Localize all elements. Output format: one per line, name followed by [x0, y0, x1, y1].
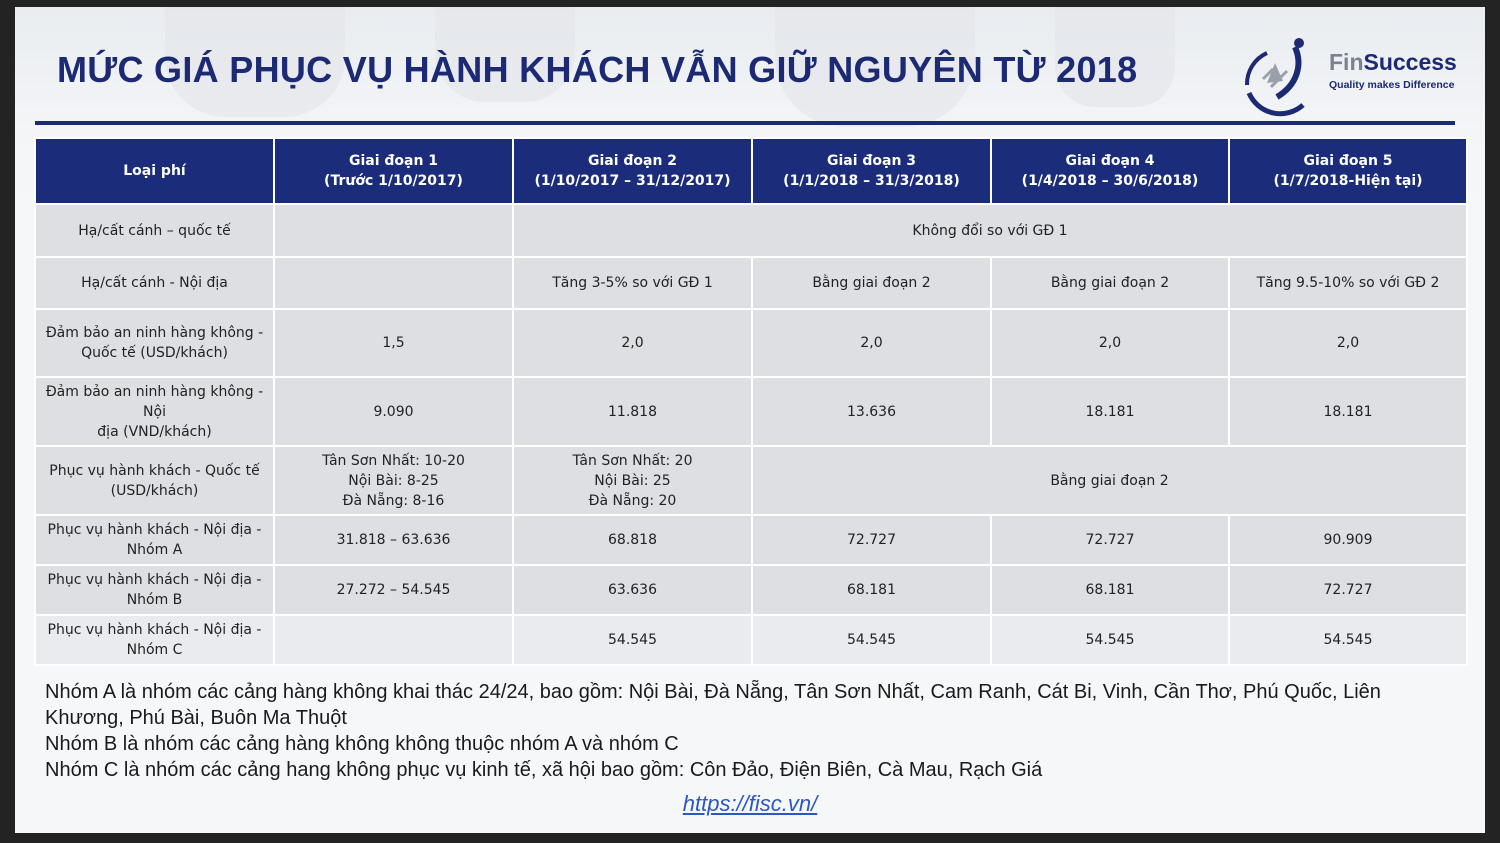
row-label	[35, 615, 274, 665]
cell-phase-4: 72.727	[991, 515, 1229, 565]
finsuccess-logo	[1237, 35, 1457, 121]
row-label: Hạ/cất cánh - Nội địa	[35, 257, 274, 309]
row-label	[35, 309, 274, 377]
table-header-row	[35, 138, 1467, 204]
header-period: (1/7/2018-Hiện tại)	[1273, 173, 1423, 189]
row-label-line: Phục vụ hành khách - Nội địa -	[47, 622, 262, 638]
table-row	[35, 377, 1467, 446]
row-label-line: Phục vụ hành khách - Nội địa -	[47, 522, 262, 538]
row-label-line: Quốc tế (USD/khách)	[81, 345, 228, 361]
row-label-line: Phục vụ hành khách - Quốc tế	[49, 462, 260, 479]
cell-phase-1	[274, 204, 513, 257]
cell-phase-2: 63.636	[513, 565, 752, 615]
header-label: Giai đoạn 4	[1065, 153, 1155, 169]
row-label	[35, 565, 274, 615]
row-label-line: Nhóm C	[126, 642, 183, 658]
notes	[45, 679, 1465, 783]
header-phase-5	[1229, 138, 1467, 204]
cell-line: Đà Nẵng: 8-16	[342, 492, 445, 509]
cell-phase-4: 2,0	[991, 309, 1229, 377]
table-row	[35, 257, 1467, 309]
row-label-line: Đảm bảo an ninh hàng không - Nội	[45, 383, 264, 420]
header-fee-type	[35, 138, 274, 204]
cell-line: Đà Nẵng: 20	[588, 492, 677, 509]
finsuccess-emblem-icon	[1237, 35, 1323, 121]
cell-phase-3: 13.636	[752, 377, 991, 446]
header-period: (Trước 1/10/2017)	[324, 173, 463, 189]
cell-phase-2: 11.818	[513, 377, 752, 446]
cell-phase-4: 18.181	[991, 377, 1229, 446]
cell-phase-2: 68.818	[513, 515, 752, 565]
cell-phase-4: Bằng giai đoạn 2	[991, 257, 1229, 309]
table-row	[35, 565, 1467, 615]
cell-phase-3: 68.181	[752, 565, 991, 615]
note-group-a: Nhóm A là nhóm các cảng hàng không khai thác 24/24, bao gồm: Nội Bài, Đà Nẵng, Tân Sơn Nhất, Cam Ranh, Cát Bi, Vinh, Cần Thơ, Phú Quốc, Liên Khương, Phú Bài, Buôn Ma Thuột	[45, 681, 1381, 729]
cell-merged: Không đổi so với GĐ 1	[513, 204, 1467, 257]
cell-phase-5: 72.727	[1229, 565, 1467, 615]
table-row	[35, 515, 1467, 565]
row-label	[35, 377, 274, 446]
cell-phase-2: 2,0	[513, 309, 752, 377]
note-group-c: Nhóm C là nhóm các cảng hang không phục vụ kinh tế, xã hội bao gồm: Côn Đảo, Điện Biên, Cà Mau, Rạch Giá	[45, 759, 1043, 781]
cell-phase-3: 2,0	[752, 309, 991, 377]
cell-phase-2: 54.545	[513, 615, 752, 665]
cell-phase-1	[274, 257, 513, 309]
row-label-line: địa (VND/khách)	[97, 423, 212, 440]
cell-phase-1: 1,5	[274, 309, 513, 377]
header-label: Loại phí	[123, 163, 186, 179]
table-row	[35, 446, 1467, 515]
website-link[interactable]: https://fisc.vn/	[682, 791, 818, 816]
row-label: Hạ/cất cánh – quốc tế	[35, 204, 274, 257]
cell-phase-5: 54.545	[1229, 615, 1467, 665]
row-label	[35, 515, 274, 565]
cell-phase-1: 31.818 – 63.636	[274, 515, 513, 565]
cell-line: Nội Bài: 25	[594, 472, 671, 489]
cell-phase-2	[513, 446, 752, 515]
cell-phase-3: 72.727	[752, 515, 991, 565]
cell-merged: Bằng giai đoạn 2	[752, 446, 1467, 515]
cell-phase-3: Bằng giai đoạn 2	[752, 257, 991, 309]
cell-phase-1	[274, 446, 513, 515]
cell-phase-5: 2,0	[1229, 309, 1467, 377]
table-row	[35, 615, 1467, 665]
header-period: (1/4/2018 – 30/6/2018)	[1021, 173, 1199, 189]
cell-line: Nội Bài: 8-25	[348, 472, 439, 489]
row-label	[35, 446, 274, 515]
row-label-line: (USD/khách)	[110, 482, 199, 499]
cell-phase-1: 9.090	[274, 377, 513, 446]
brand-success: Success	[1363, 49, 1457, 75]
header-label: Giai đoạn 3	[826, 153, 917, 169]
header-period: (1/1/2018 – 31/3/2018)	[783, 173, 960, 189]
cell-phase-1: 27.272 – 54.545	[274, 565, 513, 615]
header-label: Giai đoạn 1	[348, 153, 439, 169]
slide	[15, 7, 1485, 833]
cell-phase-4: 54.545	[991, 615, 1229, 665]
row-label-line: Phục vụ hành khách - Nội địa -	[47, 572, 262, 588]
cell-phase-5: 18.181	[1229, 377, 1467, 446]
fee-table	[34, 137, 1468, 666]
cell-line: Tân Sơn Nhất: 20	[572, 452, 693, 469]
table-row	[35, 204, 1467, 257]
note-group-b: Nhóm B là nhóm các cảng hàng không không thuộc nhóm A và nhóm C	[45, 733, 679, 755]
cell-phase-3: 54.545	[752, 615, 991, 665]
row-label-line: Nhóm B	[126, 592, 183, 608]
header-phase-1	[274, 138, 513, 204]
header-label: Giai đoạn 5	[1303, 153, 1393, 169]
header-label: Giai đoạn 2	[587, 153, 678, 169]
brand-name	[1329, 49, 1457, 76]
table-row	[35, 309, 1467, 377]
cell-line: Tân Sơn Nhất: 10-20	[322, 452, 465, 469]
header-phase-2	[513, 138, 752, 204]
cell-phase-2: Tăng 3-5% so với GĐ 1	[513, 257, 752, 309]
header-phase-3	[752, 138, 991, 204]
brand-tagline: Quality makes Difference	[1329, 79, 1455, 91]
cell-phase-4: 68.181	[991, 565, 1229, 615]
cell-phase-5: 90.909	[1229, 515, 1467, 565]
title-divider	[35, 121, 1455, 125]
row-label-line: Nhóm A	[126, 542, 183, 558]
header-period: (1/10/2017 – 31/12/2017)	[534, 173, 731, 189]
brand-fin: Fin	[1329, 49, 1364, 75]
header-phase-4	[991, 138, 1229, 204]
page-title: MỨC GIÁ PHỤC VỤ HÀNH KHÁCH VẪN GIỮ NGUYÊN TỪ 2018	[57, 49, 1138, 90]
row-label-line: Đảm bảo an ninh hàng không -	[45, 325, 264, 341]
cell-phase-5: Tăng 9.5-10% so với GĐ 2	[1229, 257, 1467, 309]
cell-phase-1	[274, 615, 513, 665]
